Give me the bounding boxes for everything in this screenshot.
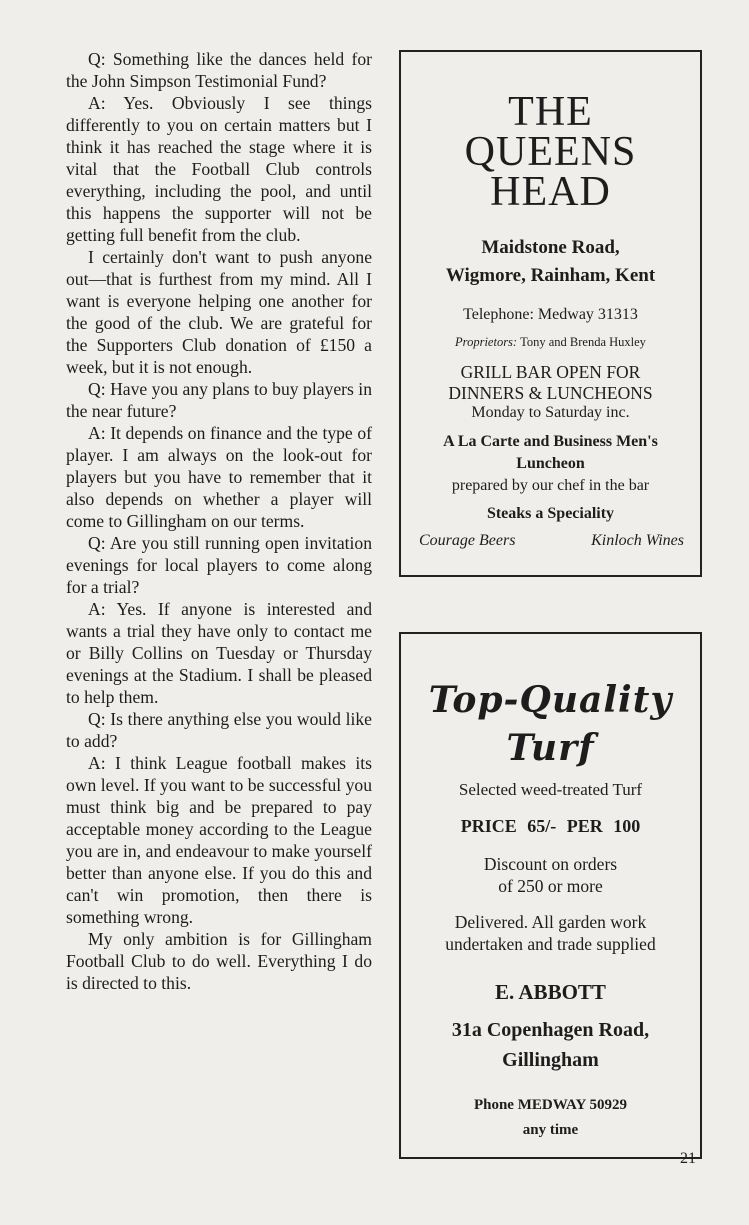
turf-advert (399, 632, 702, 1159)
beers: Courage Beers (419, 532, 516, 549)
article-paragraph: A: Yes. If anyone is interested and wants a trial they have only to contact me or Billy Collins on Tuesday or Thursday evenings at the Stadium. I shall be pleased to help them. (66, 599, 372, 707)
opening-days: Monday to Saturday inc. (471, 404, 630, 421)
article-paragraph: A: It depends on finance and the type of player. I am always on the look-out for players but you have to remember that it also depends on whether a player will come to Gillingham on our terms. (66, 423, 372, 531)
pub-telephone: Telephone: Medway 31313 (463, 306, 638, 323)
article-paragraph: Q: Is there anything else you would like to add? (66, 709, 372, 751)
chef-note: prepared by our chef in the bar (451, 477, 650, 494)
page-number: 21 (680, 1150, 696, 1167)
wines: Kinloch Wines (591, 532, 684, 549)
pub-name: THE QUEENS HEAD (464, 89, 637, 215)
seller-address: 31a Copenhagen Road, Gillingham (451, 1019, 650, 1071)
a-la-carte-notice: A La Carte and Business Men's Luncheon (443, 433, 658, 472)
article-paragraph: Q: Have you any plans to buy players in the near future? (66, 379, 372, 421)
grill-bar-notice: GRILL BAR OPEN FOR DINNERS & LUNCHEONS (448, 362, 653, 403)
speciality: Steaks a Speciality (486, 505, 615, 522)
turf-title: Top-Quality Turf (428, 679, 673, 769)
seller-name: E. ABBOTT (495, 980, 606, 1004)
delivery-note: Delivered. All garden work undertaken and trade supplied (445, 912, 656, 954)
article-paragraph: I certainly don't want to push anyone out—that is furthest from my mind. All I want is everyone helping one another for the good of the club. We are grateful for the Supporters Club donation of £150 a week, but it is not enough. (66, 247, 372, 377)
seller-phone: Phone MEDWAY 50929 any time (473, 1097, 628, 1138)
pub-proprietors: Proprietors: Tony and Brenda Huxley (455, 335, 646, 349)
article-paragraph: Q: Are you still running open invitation evenings for local players to come along for a trial? (66, 533, 372, 597)
article-paragraph: A: I think League football makes its own level. If you want to be successful you must think big and be prepared to pay acceptable money according to the League you are in, and endeavour to make yourself better than anyone else. If you do this and can't win promotion, then there is something wrong. (66, 753, 372, 927)
turf-price: PRICE 65/- PER 100 (460, 816, 641, 836)
article-column (66, 48, 372, 994)
turf-subtitle: Selected weed-treated Turf (458, 780, 643, 799)
queens-head-advert (399, 50, 702, 577)
discount-note: Discount on orders of 250 or more (483, 854, 618, 896)
pub-address: Maidstone Road, Wigmore, Rainham, Kent (445, 237, 656, 286)
article-paragraph: Q: Something like the dances held for the John Simpson Testimonial Fund? (66, 49, 372, 91)
article-paragraph: A: Yes. Obviously I see things differently to you on certain matters but I think it has reached the stage where it is vital that the Football Club controls everything, including the pool, and until this happens the supporter will not be getting full benefit from the club. (66, 93, 372, 245)
article-paragraph: My only ambition is for Gillingham Football Club to do well. Everything I do is directed to this. (66, 929, 372, 993)
drinks-line (401, 532, 700, 550)
